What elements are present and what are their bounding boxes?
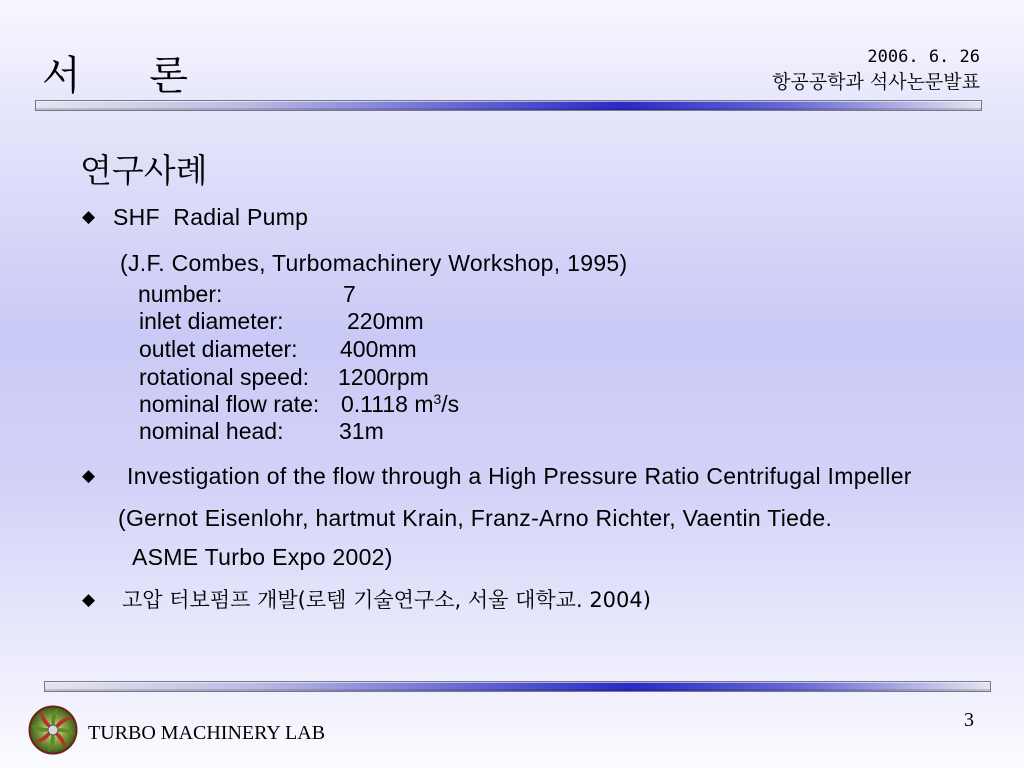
spec-value: 31m — [339, 418, 384, 444]
spec-row — [0, 418, 600, 444]
spec-value: 400mm — [340, 336, 417, 362]
footer-divider-bar — [44, 681, 991, 692]
spec-label: rotational speed: — [139, 364, 310, 390]
case1-reference: (J.F. Combes, Turbomachinery Workshop, 1995) — [120, 250, 628, 276]
diamond-bullet-icon: ◆ — [82, 466, 96, 486]
section-heading: 연구사례 — [80, 151, 208, 190]
spec-row — [0, 308, 600, 334]
spec-row — [0, 391, 600, 417]
header-divider-bar — [35, 100, 982, 111]
spec-value: 220mm — [347, 308, 424, 334]
spec-label: nominal head: — [139, 418, 284, 444]
diamond-bullet-icon: ◆ — [82, 207, 96, 227]
presentation-date: 2006. 6. 26 — [867, 47, 980, 67]
presentation-event: 항공공학과 석사논문발표 — [772, 71, 980, 93]
spec-value-exponent: 3 — [433, 391, 442, 407]
diamond-bullet-icon: ◆ — [82, 590, 96, 610]
spec-label: outlet diameter: — [139, 336, 298, 362]
spec-value-unit: /s — [441, 391, 460, 417]
slide-title: 서 론 — [42, 53, 188, 99]
case2-reference-line2: ASME Turbo Expo 2002) — [132, 544, 393, 570]
spec-row — [0, 336, 600, 362]
spec-label: number: — [138, 281, 223, 307]
spec-row — [0, 281, 600, 307]
case3-title: 고압 터보펌프 개발(로템 기술연구소, 서울 대학교. 2004) — [122, 588, 651, 612]
spec-value — [341, 391, 459, 417]
spec-value: 1200rpm — [338, 364, 429, 390]
turbine-logo-icon — [28, 705, 78, 755]
case1-title: SHF Radial Pump — [113, 204, 309, 230]
spec-row — [0, 364, 600, 390]
case2-reference-line1: (Gernot Eisenlohr, hartmut Krain, Franz-Arno Richter, Vaentin Tiede. — [118, 505, 833, 531]
case2-title: Investigation of the flow through a High Pressure Ratio Centrifugal Impeller — [127, 463, 912, 489]
spec-value-number: 0.1118 m — [341, 391, 434, 417]
page-number: 3 — [964, 709, 974, 731]
spec-label: nominal flow rate: — [139, 391, 320, 417]
lab-name: TURBO MACHINERY LAB — [88, 722, 326, 744]
spec-label: inlet diameter: — [139, 308, 284, 334]
spec-value: 7 — [343, 281, 356, 307]
